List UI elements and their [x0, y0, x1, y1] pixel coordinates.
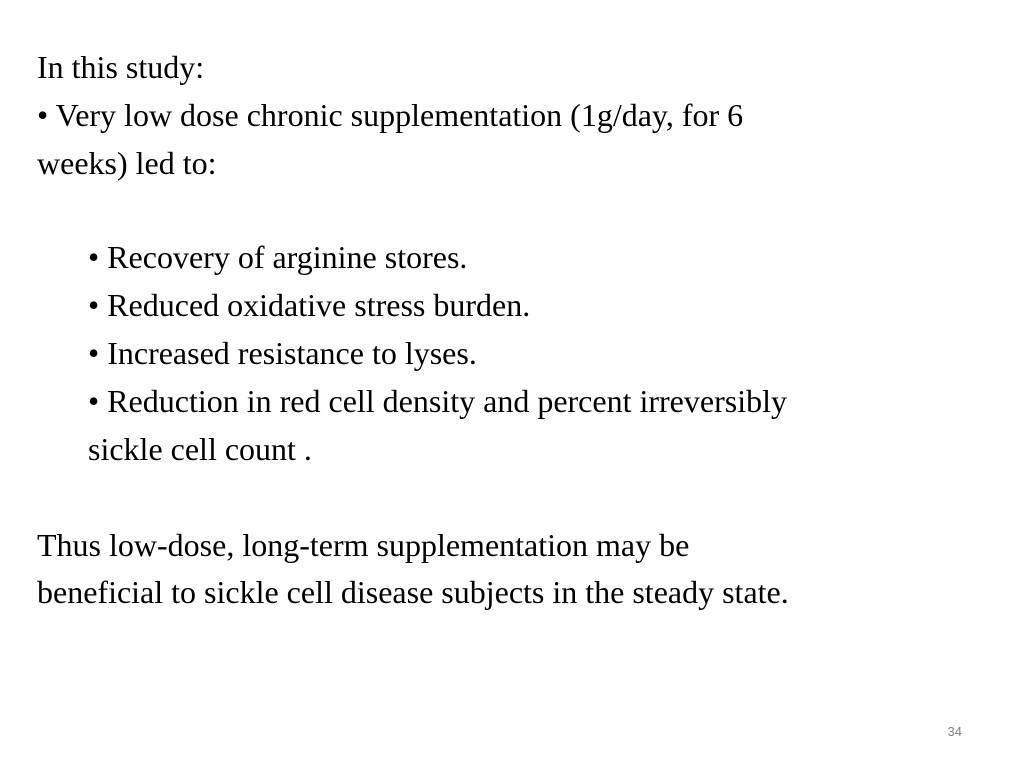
- main-bullet-line-2: weeks) led to:: [37, 145, 217, 181]
- sub-bullet-resistance: • Increased resistance to lyses.: [88, 335, 477, 371]
- sub-bullet-oxidative-stress: • Reduced oxidative stress burden.: [88, 287, 531, 323]
- sub-bullet-reduction: • Reduction in red cell density and percent irreversibly: [88, 383, 787, 419]
- main-bullet-line-1: • Very low dose chronic supplementation (1g/day, for 6: [37, 97, 744, 133]
- intro-text: In this study:: [37, 49, 205, 85]
- conclusion-line-1: Thus low-dose, long-term supplementation may be: [37, 527, 690, 563]
- sub-bullet-recovery: • Recovery of arginine stores.: [88, 239, 468, 275]
- sub-bullet-reduction-continuation: sickle cell count .: [88, 431, 312, 467]
- slide-page-number: 34: [947, 724, 962, 739]
- conclusion-line-2: beneficial to sickle cell disease subjects in the steady state.: [37, 574, 789, 610]
